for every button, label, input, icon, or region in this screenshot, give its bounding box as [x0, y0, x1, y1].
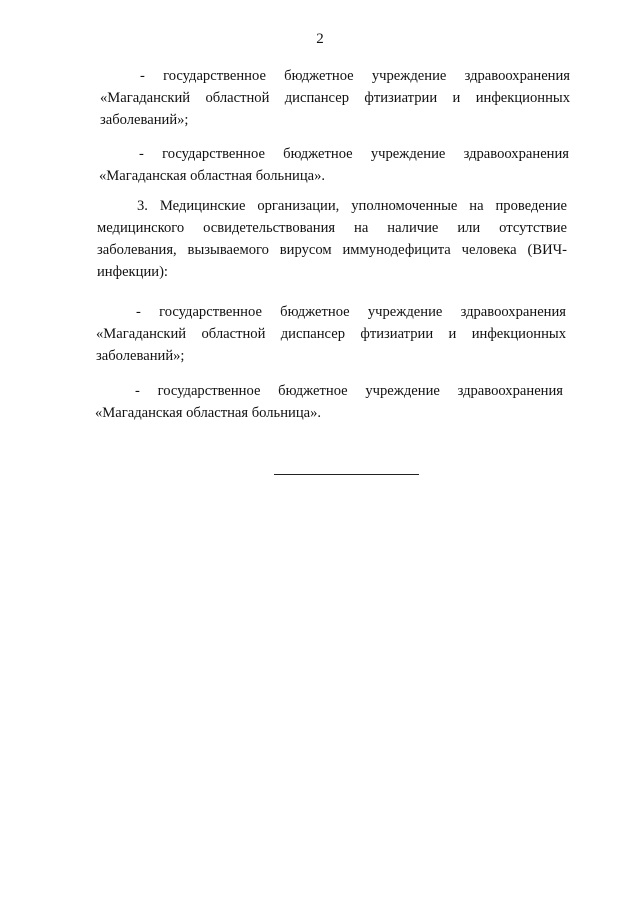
paragraph-line: «Магаданская областная больница». — [95, 405, 322, 421]
paragraph-line: - государственное бюджетное учреждение здравоохранения — [139, 146, 569, 162]
paragraph-line: медицинского освидетельствования на наличие или отсутствие — [97, 220, 567, 236]
paragraph-line: - государственное бюджетное учреждение здравоохранения — [135, 383, 563, 399]
paragraph-line: - государственное бюджетное учреждение здравоохранения — [140, 68, 570, 84]
paragraph-line: - государственное бюджетное учреждение здравоохранения — [136, 304, 566, 320]
paragraph-line: 3. Медицинские организации, уполномоченные на проведение — [137, 198, 567, 214]
paragraph-line: «Магаданский областной диспансер фтизиатрии и инфекционных — [100, 90, 570, 106]
list-item-regional-hospital-2 — [95, 380, 563, 424]
list-item-regional-hospital-1 — [99, 143, 569, 187]
paragraph-line: инфекции): — [97, 264, 168, 280]
paragraph-line: заболеваний»; — [100, 112, 189, 128]
page-number: 2 — [316, 31, 324, 47]
paragraph-line: заболеваний»; — [96, 348, 185, 364]
list-item-tb-dispensary-2 — [96, 301, 566, 367]
list-item-tb-dispensary-1 — [100, 65, 570, 131]
end-divider — [274, 474, 419, 475]
paragraph-line: «Магаданская областная больница». — [99, 168, 326, 184]
paragraph-line: «Магаданский областной диспансер фтизиатрии и инфекционных — [96, 326, 566, 342]
section-3-heading — [97, 195, 567, 283]
paragraph-line: заболевания, вызываемого вирусом иммунодефицита человека (ВИЧ- — [97, 242, 567, 258]
